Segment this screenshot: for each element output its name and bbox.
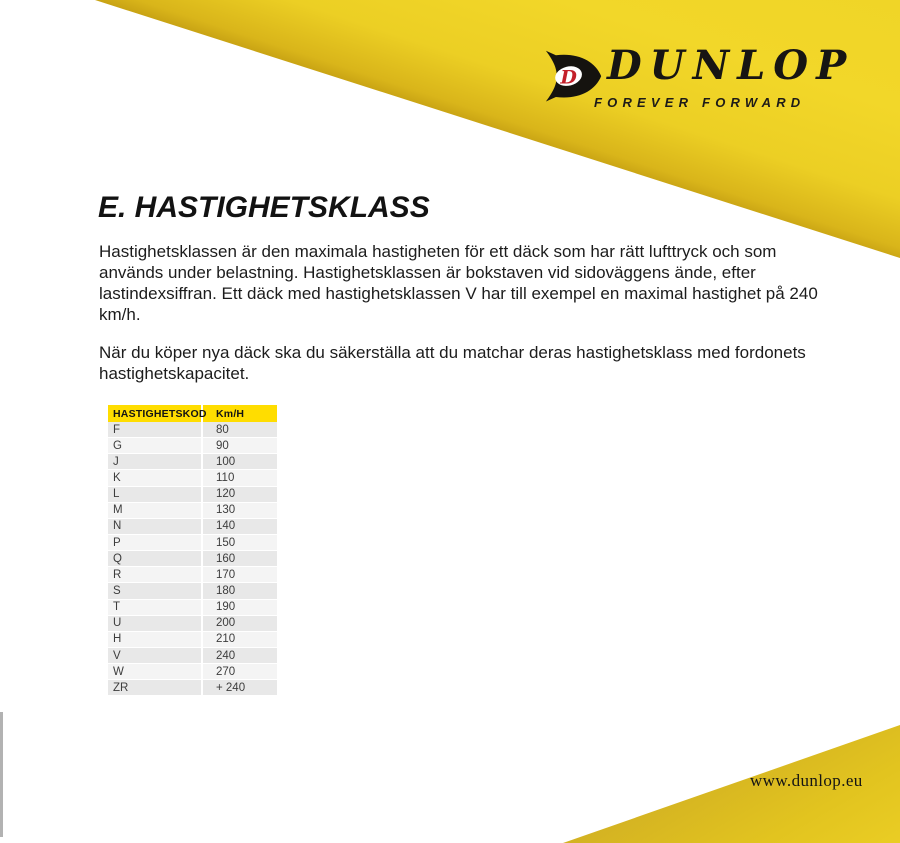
table-row bbox=[108, 600, 277, 616]
speed-code-cell: F bbox=[108, 422, 203, 437]
dunlop-logo bbox=[545, 44, 895, 118]
speed-kmh-cell: 100 bbox=[216, 455, 236, 468]
speed-code-cell: P bbox=[108, 535, 203, 550]
table-row bbox=[108, 616, 277, 632]
page-title: E. HASTIGHETSKLASS bbox=[98, 191, 430, 224]
speed-kmh-cell: 90 bbox=[216, 439, 229, 452]
speed-code-cell: V bbox=[108, 648, 203, 663]
speed-code-cell: L bbox=[108, 487, 203, 502]
speed-kmh-cell: 80 bbox=[216, 423, 229, 436]
brand-tagline: FOREVER FORWARD bbox=[594, 95, 806, 110]
table-row bbox=[108, 551, 277, 567]
speed-kmh-cell: 130 bbox=[216, 504, 236, 517]
brand-name: DUNLOP bbox=[607, 42, 855, 89]
speed-kmh-cell: 140 bbox=[216, 520, 236, 533]
speed-code-cell: S bbox=[108, 583, 203, 598]
speed-kmh-cell: 270 bbox=[216, 665, 236, 678]
table-row bbox=[108, 535, 277, 551]
speed-code-cell: U bbox=[108, 616, 203, 631]
table-row bbox=[108, 438, 277, 454]
paragraph-speed-class-intro: Hastighetsklassen är den maximala hastigheten för ett däck som har rätt lufttryck och som används under belastning. Hastighetsklassen är bokstaven vid sidoväggens ände, efter lastindexsiffran. Ett däck med hastighetsklassen V har till exempel en maximal hastighet på 240 km/h. bbox=[99, 242, 818, 324]
speed-kmh-cell: 240 bbox=[216, 649, 236, 662]
table-row bbox=[108, 583, 277, 599]
table-row bbox=[108, 487, 277, 503]
speed-kmh-cell: 200 bbox=[216, 617, 236, 630]
table-row bbox=[108, 519, 277, 535]
speed-code-cell: Q bbox=[108, 551, 203, 566]
speed-code-cell: ZR bbox=[108, 680, 203, 695]
table-row bbox=[108, 503, 277, 519]
table-header-row bbox=[108, 405, 277, 422]
table-row bbox=[108, 454, 277, 470]
speed-kmh-cell: 150 bbox=[216, 536, 236, 549]
speed-code-cell: J bbox=[108, 454, 203, 469]
table-row bbox=[108, 648, 277, 664]
speed-kmh-cell: 160 bbox=[216, 552, 236, 565]
speed-kmh-cell: 110 bbox=[216, 471, 235, 484]
speed-code-cell: W bbox=[108, 664, 203, 679]
website-url: www.dunlop.eu bbox=[750, 771, 863, 790]
table-row bbox=[108, 664, 277, 680]
speed-rating-table bbox=[108, 405, 277, 696]
speed-code-cell: R bbox=[108, 567, 203, 582]
table-row bbox=[108, 470, 277, 486]
table-row bbox=[108, 680, 277, 696]
column-header-kmh: Km/H bbox=[216, 407, 245, 420]
table-row bbox=[108, 422, 277, 438]
speed-code-cell: M bbox=[108, 503, 203, 518]
speed-code-cell: H bbox=[108, 632, 203, 647]
speed-kmh-cell: + 240 bbox=[216, 681, 246, 694]
table-row bbox=[108, 567, 277, 583]
paragraph-buying-advice: När du köper nya däck ska du säkerställa att du matchar deras hastighetsklass med fordonets hastighetskapacitet. bbox=[99, 343, 806, 383]
logo-letter: D bbox=[560, 66, 577, 89]
speed-kmh-cell: 180 bbox=[216, 584, 236, 597]
page-edge-mark bbox=[0, 712, 3, 837]
speed-kmh-cell: 170 bbox=[216, 568, 236, 581]
speed-kmh-cell: 210 bbox=[216, 633, 236, 646]
table-row bbox=[108, 632, 277, 648]
column-header-speed-code: HASTIGHETSKOD bbox=[108, 405, 203, 422]
speed-kmh-cell: 190 bbox=[216, 601, 236, 614]
speed-table-rows bbox=[108, 422, 277, 696]
speed-code-cell: G bbox=[108, 438, 203, 453]
speed-code-cell: T bbox=[108, 600, 203, 615]
speed-code-cell: K bbox=[108, 470, 203, 485]
speed-code-cell: N bbox=[108, 519, 203, 534]
speed-kmh-cell: 120 bbox=[216, 488, 236, 501]
